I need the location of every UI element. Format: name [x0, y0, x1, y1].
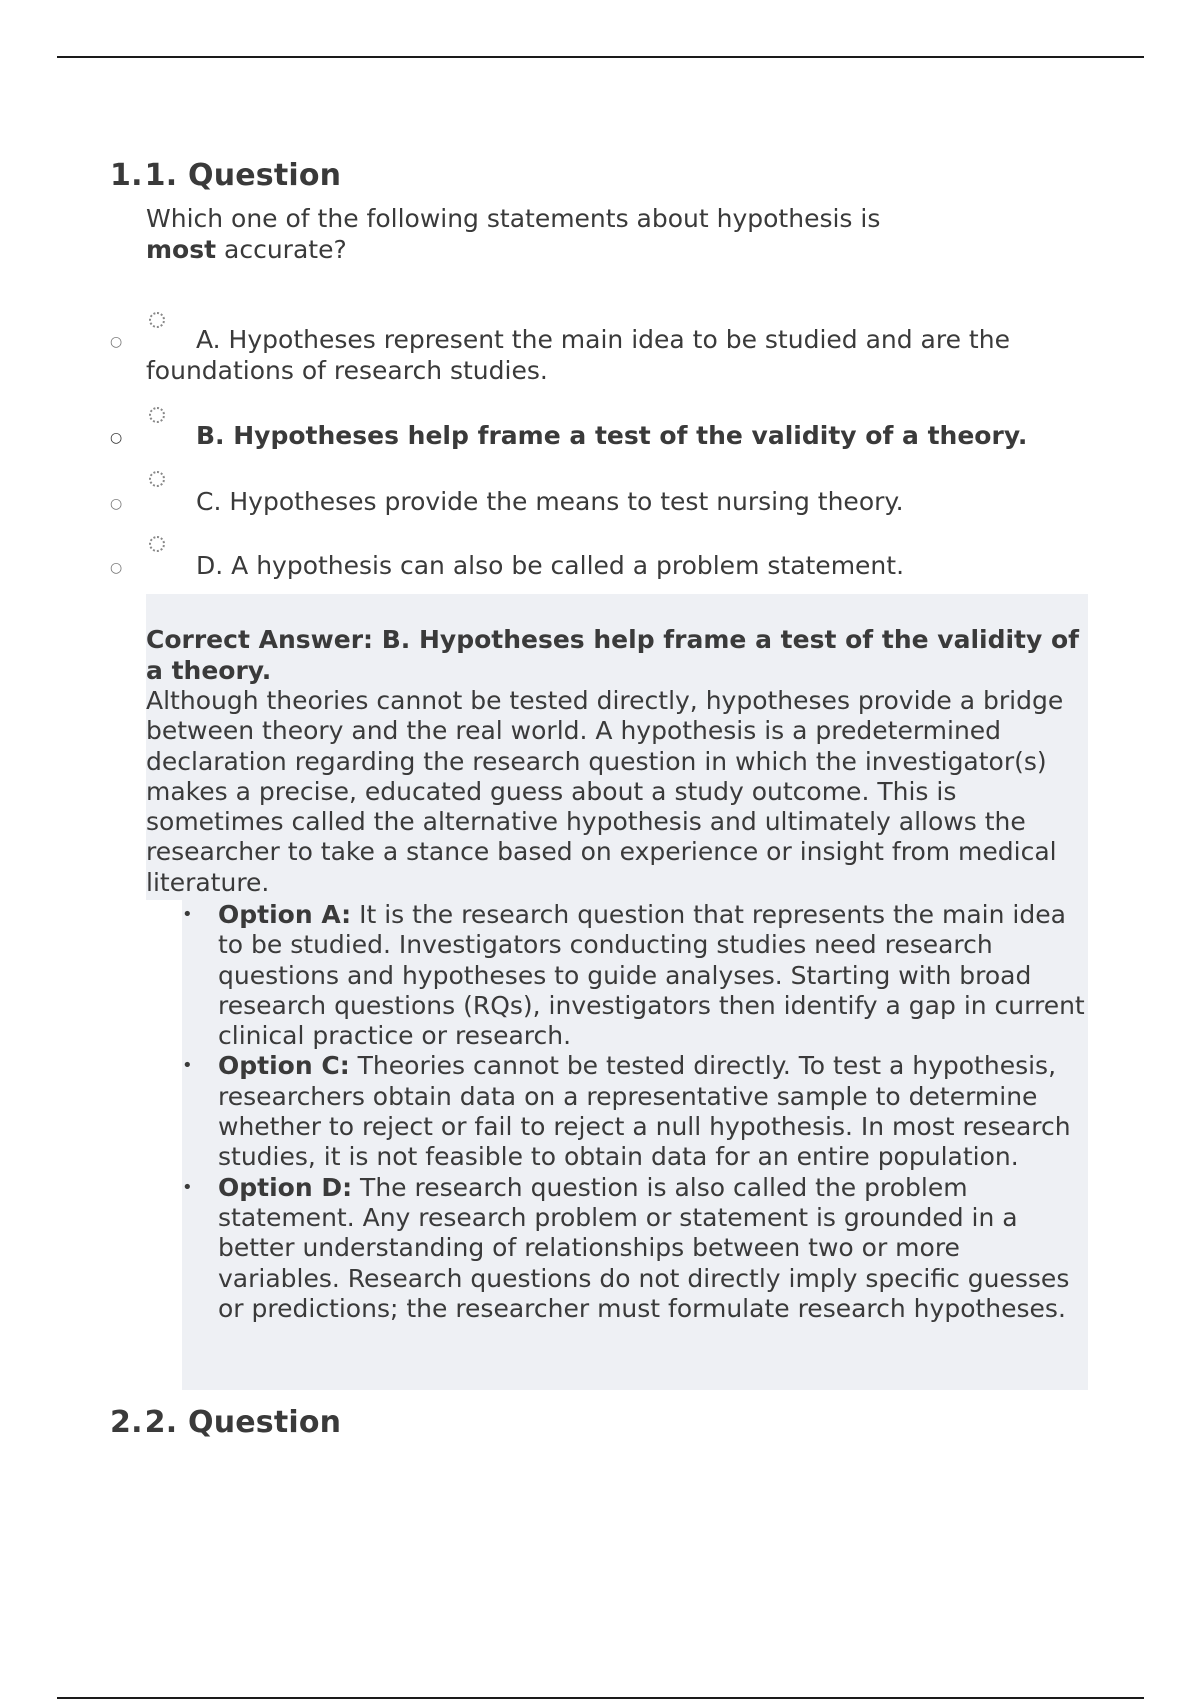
- option-a-text-continued: foundations of research studies.: [146, 356, 548, 385]
- radio-icon[interactable]: [149, 407, 165, 423]
- option-label: Option C:: [218, 1051, 350, 1081]
- question-text-start: Which one of the following statements about hypothesis is: [146, 204, 881, 233]
- list-item: [182, 900, 1088, 1051]
- option-c-text: C. Hypotheses provide the means to test nursing theory.: [196, 487, 904, 516]
- dot-bullet-icon: •: [182, 1055, 193, 1077]
- option-explanation-text: Theories cannot be tested directly. To test a hypothesis, researchers obtain data on a representative sample to determine whether to reject or fail to reject a null hypothesis. In most research studies, it is not feasible to obtain data for an entire population.: [218, 1051, 1071, 1172]
- question-2-title: [110, 1405, 341, 1440]
- circle-bullet-icon: ○: [110, 496, 123, 512]
- dot-bullet-icon: •: [182, 904, 193, 925]
- correct-answer-heading: Correct Answer: B. Hypotheses help frame a test of the validity of a theory.: [146, 625, 1080, 685]
- option-b-text: B. Hypotheses help frame a test of the validity of a theory.: [196, 421, 1028, 450]
- radio-icon[interactable]: [149, 471, 165, 487]
- option-d-text: D. A hypothesis can also be called a problem statement.: [196, 551, 905, 580]
- bottom-rule: [57, 1697, 1144, 1699]
- dot-bullet-icon: •: [182, 1176, 193, 1198]
- circle-bullet-icon: ○: [110, 334, 123, 350]
- radio-icon[interactable]: [149, 536, 165, 552]
- circle-bullet-icon: ○: [110, 430, 123, 446]
- answer-explanation: Although theories cannot be tested directly, hypotheses provide a bridge between theory and the real world. A hypothesis is a predetermined declaration regarding the research question in which the investigator(s) makes a precise, educated guess about a study outcome. This is sometimes called the alternative hypothesis and ultimately allows the researcher to take a stance based on experience or insight from medical literature.: [146, 686, 1064, 897]
- option-explanation-text: It is the research question that represents the main idea to be studied. Investigators conducting studies need research questions and hypotheses to guide analyses. Starting with broad research questions (RQs), investigators then identify a gap in current clinical practice or research.: [218, 900, 1085, 1051]
- question-1-title: [110, 158, 341, 193]
- top-rule: [57, 56, 1144, 58]
- question-1-text: [146, 203, 906, 265]
- circle-bullet-icon: ○: [110, 560, 123, 576]
- radio-icon[interactable]: [149, 312, 165, 328]
- option-explanation-list: [182, 900, 1088, 1324]
- option-explanation-text: The research question is also called the problem statement. Any research problem or statement is grounded in a better understanding of relationships between two or more variables. Research questions do not directly imply specific guesses or predictions; the researcher must formulate research hypotheses.: [218, 1172, 1070, 1323]
- list-item: [182, 1173, 1088, 1324]
- list-item: [182, 1051, 1088, 1172]
- question-2-number: 2.: [110, 1405, 143, 1440]
- option-label: Option A:: [218, 900, 352, 929]
- question-2-heading: 2. Question: [144, 1405, 342, 1440]
- option-label: Option D:: [218, 1172, 353, 1202]
- question-text-emphasis: most: [146, 235, 217, 264]
- question-1-heading: 1. Question: [144, 158, 342, 193]
- option-a-text: A. Hypotheses represent the main idea to be studied and are the: [196, 325, 1010, 354]
- question-text-end: accurate?: [216, 235, 347, 264]
- question-1-number: 1.: [110, 158, 143, 193]
